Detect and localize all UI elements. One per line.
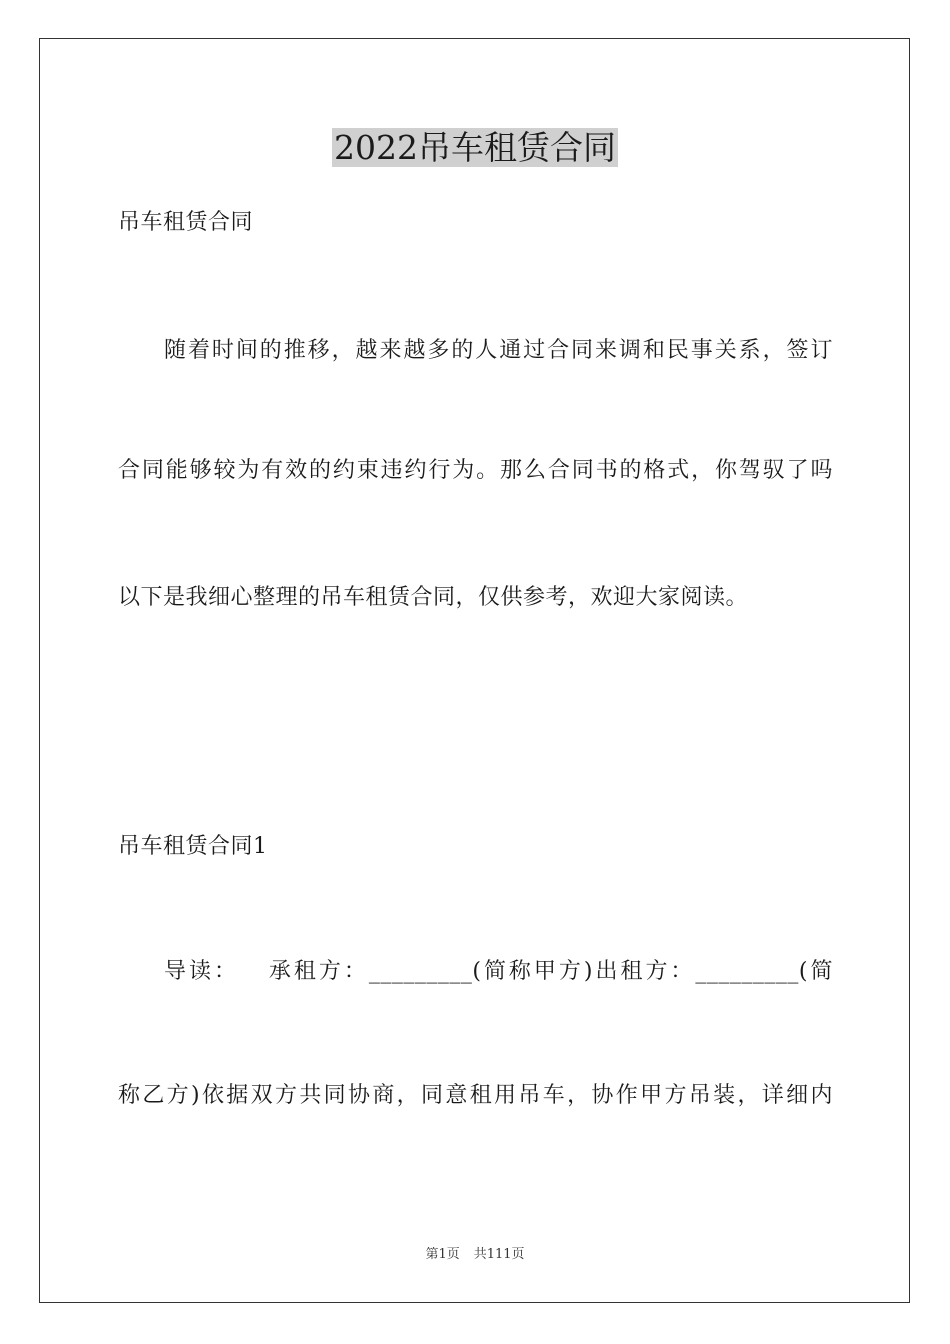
section-heading: 吊车租赁合同1 — [118, 834, 268, 859]
paragraph-line: 合同能够较为有效的约束违约行为。那么合同书的格式，你驾驭了吗 — [118, 458, 833, 483]
page-footer — [0, 1246, 950, 1264]
paragraph-line: 导读： 承租方：_________(简称甲方)出租方：_________(简 — [164, 959, 833, 984]
paragraph-line: 以下是我细心整理的吊车租赁合同，仅供参考，欢迎大家阅读。 — [118, 585, 749, 610]
paragraph-line: 随着时间的推移，越来越多的人通过合同来调和民事关系，签订 — [164, 338, 833, 363]
subtitle: 吊车租赁合同 — [118, 210, 254, 235]
page-number: 第1页 — [425, 1247, 460, 1262]
paragraph-line: 称乙方)依据双方共同协商，同意租用吊车，协作甲方吊装，详细内 — [118, 1083, 833, 1108]
document-title — [0, 128, 950, 168]
total-pages: 共111页 — [473, 1247, 525, 1262]
title-text: 2022吊车租赁合同 — [334, 128, 616, 167]
